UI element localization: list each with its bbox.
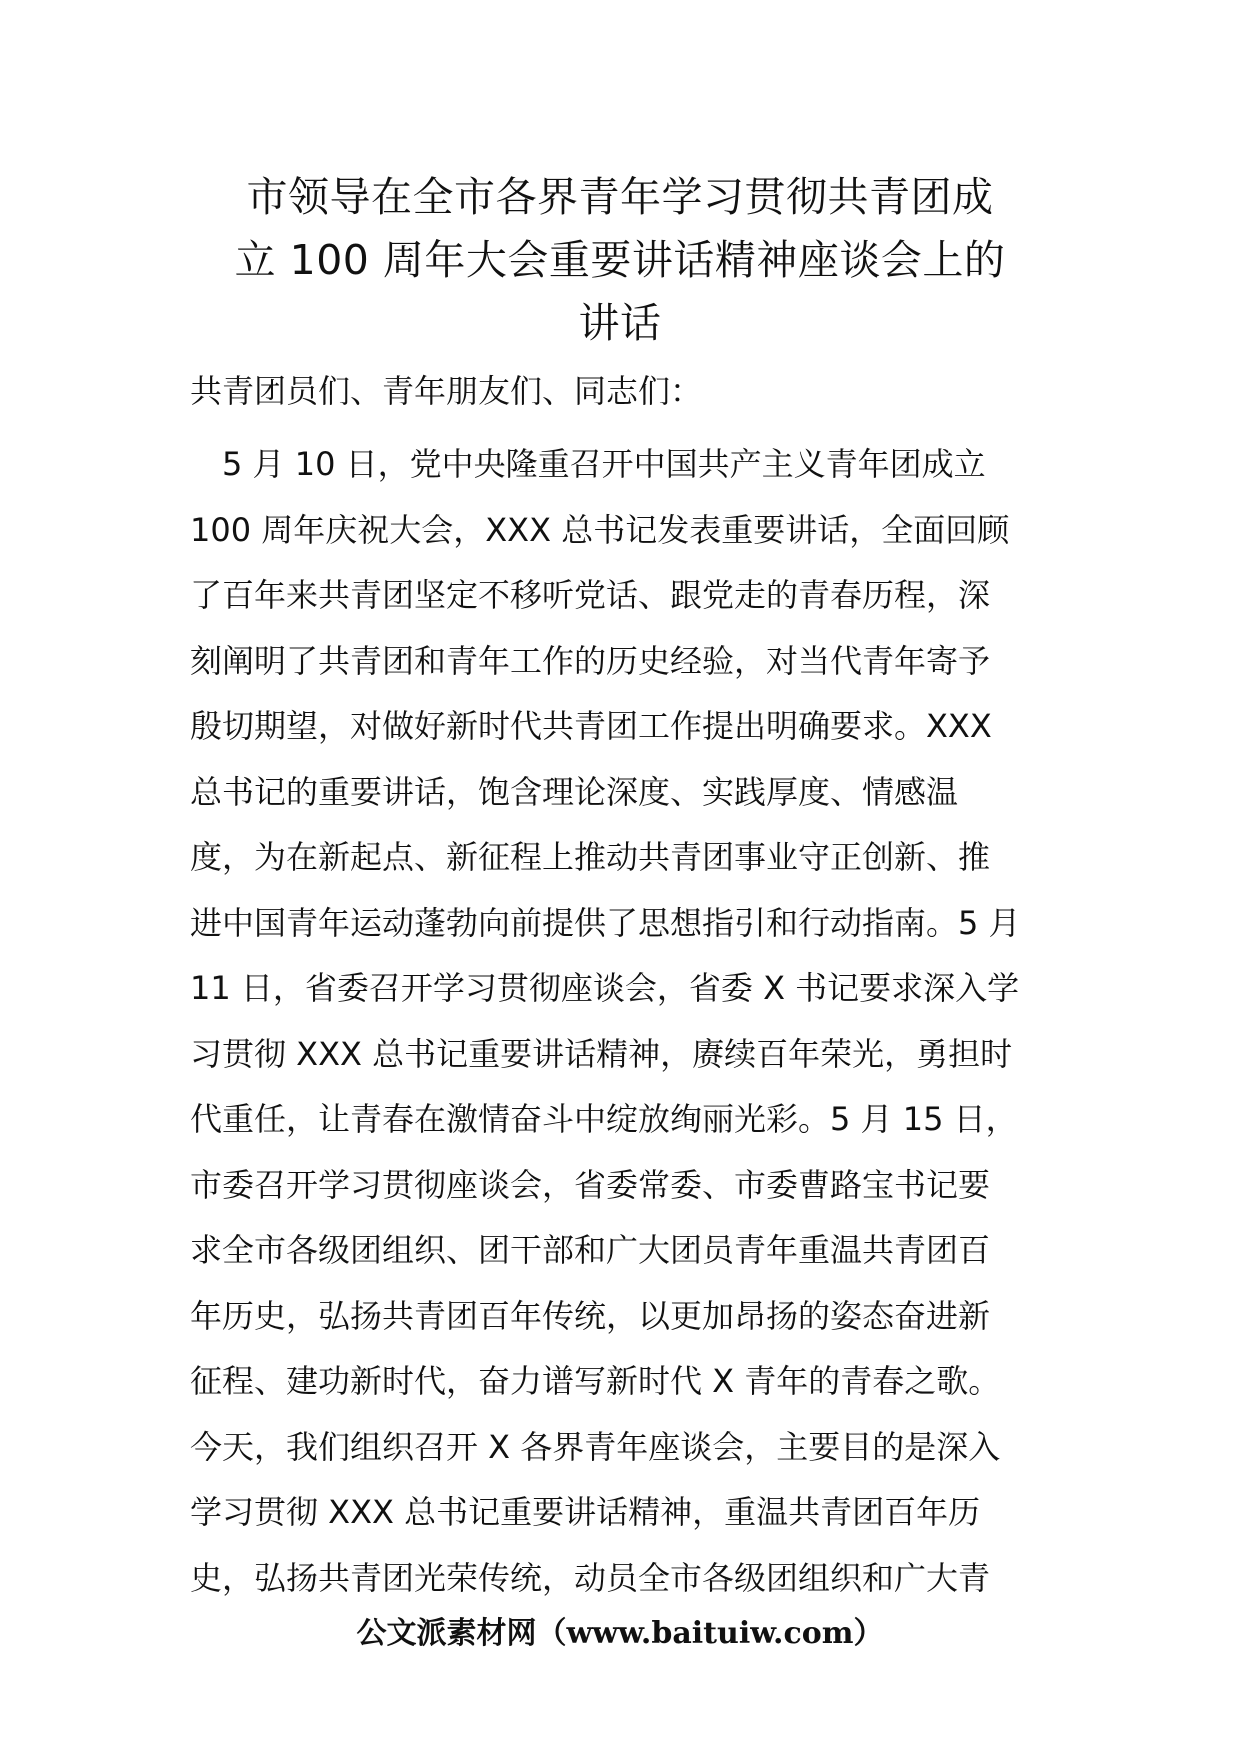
- body-line: 了百年来共青团坚定不移听党话、跟党走的青春历程，深: [190, 576, 991, 614]
- body-line: 100 周年庆祝大会，XXX 总书记发表重要讲话，全面回顾: [190, 510, 1010, 549]
- body-line: 市委召开学习贯彻座谈会，省委常委、市委曹路宝书记要: [190, 1165, 991, 1204]
- body-line: 11 日，省委召开学习贯彻座谈会，省委 X 书记要求深入学: [190, 969, 1020, 1007]
- body-line: 今天，我们组织召开 X 各界青年座谈会，主要目的是深入: [190, 1427, 1001, 1466]
- footer-source: 公文派素材网（www.baituiw.com）: [356, 1616, 884, 1651]
- body-line: 刻阐明了共青团和青年工作的历史经验，对当代青年寄予: [190, 641, 991, 680]
- body-line: 代重任，让青春在激情奋斗中绽放绚丽光彩。5 月 15 日，: [190, 1100, 1018, 1138]
- body-line: 求全市各级团组织、团干部和广大团员青年重温共青团百: [190, 1231, 991, 1269]
- body-line: 史，弘扬共青团光荣传统，动员全市各级团组织和广大青: [190, 1558, 991, 1597]
- title-line: 立 100 周年大会重要讲话精神座谈会上的: [234, 236, 1006, 284]
- body-line: 征程、建功新时代，奋力谱写新时代 X 青年的青春之歌。: [190, 1362, 1001, 1400]
- title-line: 市领导在全市各界青年学习贯彻共青团成: [246, 173, 994, 221]
- body-line: 5 月 10 日，党中央隆重召开中国共产主义青年团成立: [190, 445, 986, 483]
- document-title: [190, 166, 1050, 355]
- salutation: 共青团员们、青年朋友们、同志们：: [190, 372, 703, 410]
- body-line: 进中国青年运动蓬勃向前提供了思想指引和行动指南。5 月: [190, 903, 1021, 942]
- body-line: 总书记的重要讲话，饱含理论深度、实践厚度、情感温: [190, 772, 959, 811]
- body-paragraph: [190, 432, 1060, 1611]
- body-line: 度，为在新起点、新征程上推动共青团事业守正创新、推: [190, 838, 991, 876]
- title-line: 讲话: [578, 299, 662, 347]
- body-line: 殷切期望，对做好新时代共青团工作提出明确要求。XXX: [190, 707, 992, 745]
- body-line: 习贯彻 XXX 总书记重要讲话精神，赓续百年荣光，勇担时: [190, 1034, 1013, 1073]
- body-line: 学习贯彻 XXX 总书记重要讲话精神，重温共青团百年历: [190, 1493, 981, 1531]
- body-line: 年历史，弘扬共青团百年传统，以更加昂扬的姿态奋进新: [190, 1296, 991, 1335]
